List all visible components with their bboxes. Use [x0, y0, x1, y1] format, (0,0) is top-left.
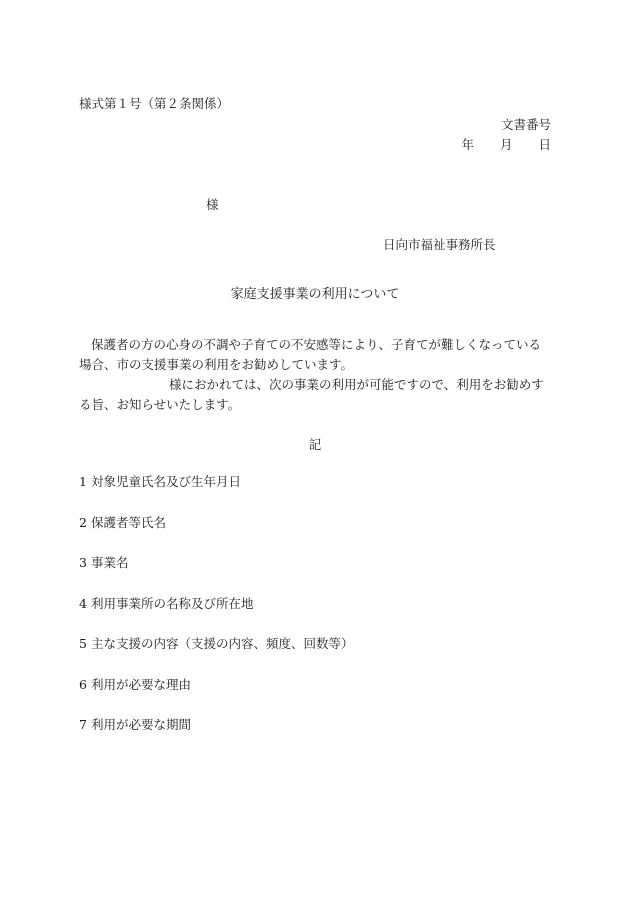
list-item: [79, 474, 354, 515]
item-label: 利用が必要な期間: [91, 717, 192, 732]
item-label: 利用事業所の名称及び所在地: [91, 595, 254, 611]
item-label: 利用が必要な理由: [91, 676, 192, 692]
item-list: [79, 474, 354, 758]
item-number: 4: [79, 595, 87, 611]
paragraph-1: 保護者の方の心身の不調や子育ての不安感等により、子育てが難しくなっている場合、市の支援事業の利用をお勧めしています。: [79, 337, 542, 372]
item-label: 対象児童氏名及び生年月日: [91, 474, 242, 489]
list-item: [79, 677, 354, 718]
document-number-label: 文書番号: [500, 117, 551, 132]
addressee: 様: [206, 197, 219, 212]
document-title: 家庭支援事業の利用について: [230, 287, 400, 302]
paragraph-2: 様におかれては、次の事業の利用が可能ですので、利用をお勧めする旨、お知らせいたします。: [79, 377, 544, 412]
item-label: 事業名: [91, 555, 129, 570]
date-year: 年: [461, 137, 475, 152]
date-month: 月: [500, 137, 513, 152]
item-number: 7: [79, 717, 87, 732]
ki-heading: 記: [308, 437, 322, 452]
item-number: 5: [79, 636, 87, 651]
item-label: 主な支援の内容（支援の内容、頻度、回数等）: [91, 636, 354, 651]
form-number: 様式第１号（第２条関係）: [79, 96, 230, 111]
item-label: 保護者等氏名: [91, 514, 167, 530]
item-number: 2: [79, 514, 87, 530]
list-item: [79, 596, 354, 637]
sender: 日向市福祉事務所長: [383, 237, 496, 252]
date-line: [462, 137, 551, 153]
item-number: 1: [79, 474, 87, 489]
date-day: 日: [538, 137, 551, 152]
item-number: 6: [79, 676, 87, 692]
list-item: [79, 555, 354, 596]
item-number: 3: [79, 555, 87, 570]
list-item: [79, 515, 354, 556]
list-item: [79, 636, 354, 677]
list-item: [79, 717, 354, 758]
